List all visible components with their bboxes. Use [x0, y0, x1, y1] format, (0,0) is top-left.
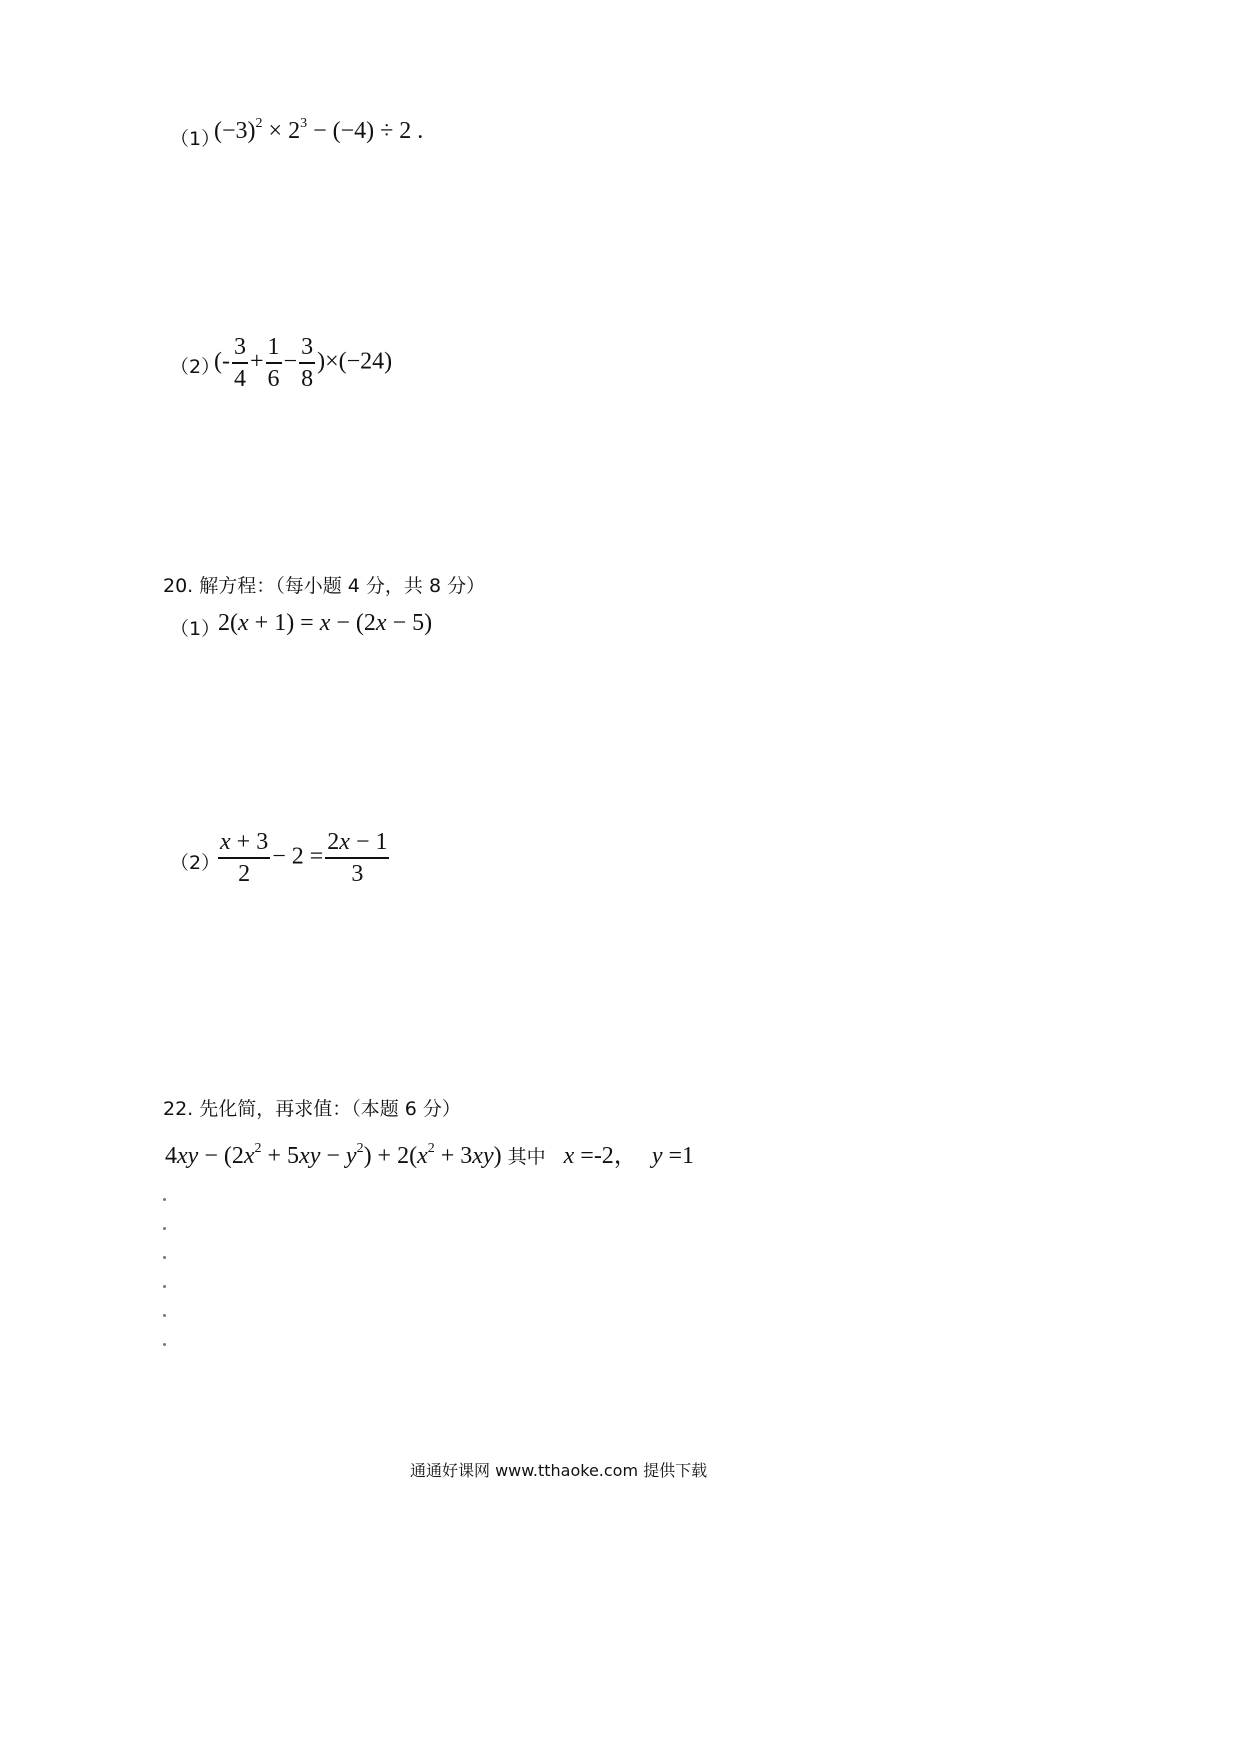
stray-dot — [163, 1285, 166, 1288]
stray-dot — [163, 1227, 166, 1230]
q20-part2-equation: $\frac{x + 3}{2}$ − 2 = $\frac{2x - 1}{3}$ — [220, 829, 388, 887]
stray-dot — [163, 1314, 166, 1317]
stray-dot — [163, 1343, 166, 1346]
q19-part1-label: （1） — [170, 128, 221, 150]
q19-part2-label: （2） — [170, 356, 221, 378]
stray-dot — [163, 1256, 166, 1259]
q20-part1-label: （1） — [170, 618, 221, 640]
question-22-heading: 22. 先化简，再求值：（本题 6 分） — [163, 1098, 461, 1120]
stray-dot — [163, 1198, 166, 1201]
question-20-heading: 20. 解方程：（每小题 4 分，共 8 分） — [163, 575, 486, 597]
q19-part1-expression: $(-3)^2 \times 2^3 - (-4) \div 2$ . — [214, 116, 424, 144]
fraction: $\frac{3}{4}$ — [233, 334, 246, 392]
q20-part2-label: （2） — [170, 852, 221, 874]
fraction: $\frac{3}{8}$ — [301, 334, 314, 392]
fraction: $\frac{1}{6}$ — [267, 334, 280, 392]
fraction: $\frac{x + 3}{2}$ — [220, 829, 269, 887]
page-footer: 通通好课网 www.tthaoke.com 提供下载 — [410, 1461, 708, 1480]
q19-part2-expression: (- $\frac{3}{4}$ + $\frac{1}{6}$ − $\frac{3}{8}$ )×(−24) — [214, 334, 393, 392]
q20-part1-equation: 2(x + 1) = x − (2x − 5) — [218, 610, 433, 636]
q22-expression: $4xy - (2x^2 + 5xy - y^2) + 2(x^2 + 3xy)$ 其中 x =-2， y =1 — [165, 1141, 695, 1169]
fraction: $\frac{2x - 1}{3}$ — [327, 829, 388, 887]
